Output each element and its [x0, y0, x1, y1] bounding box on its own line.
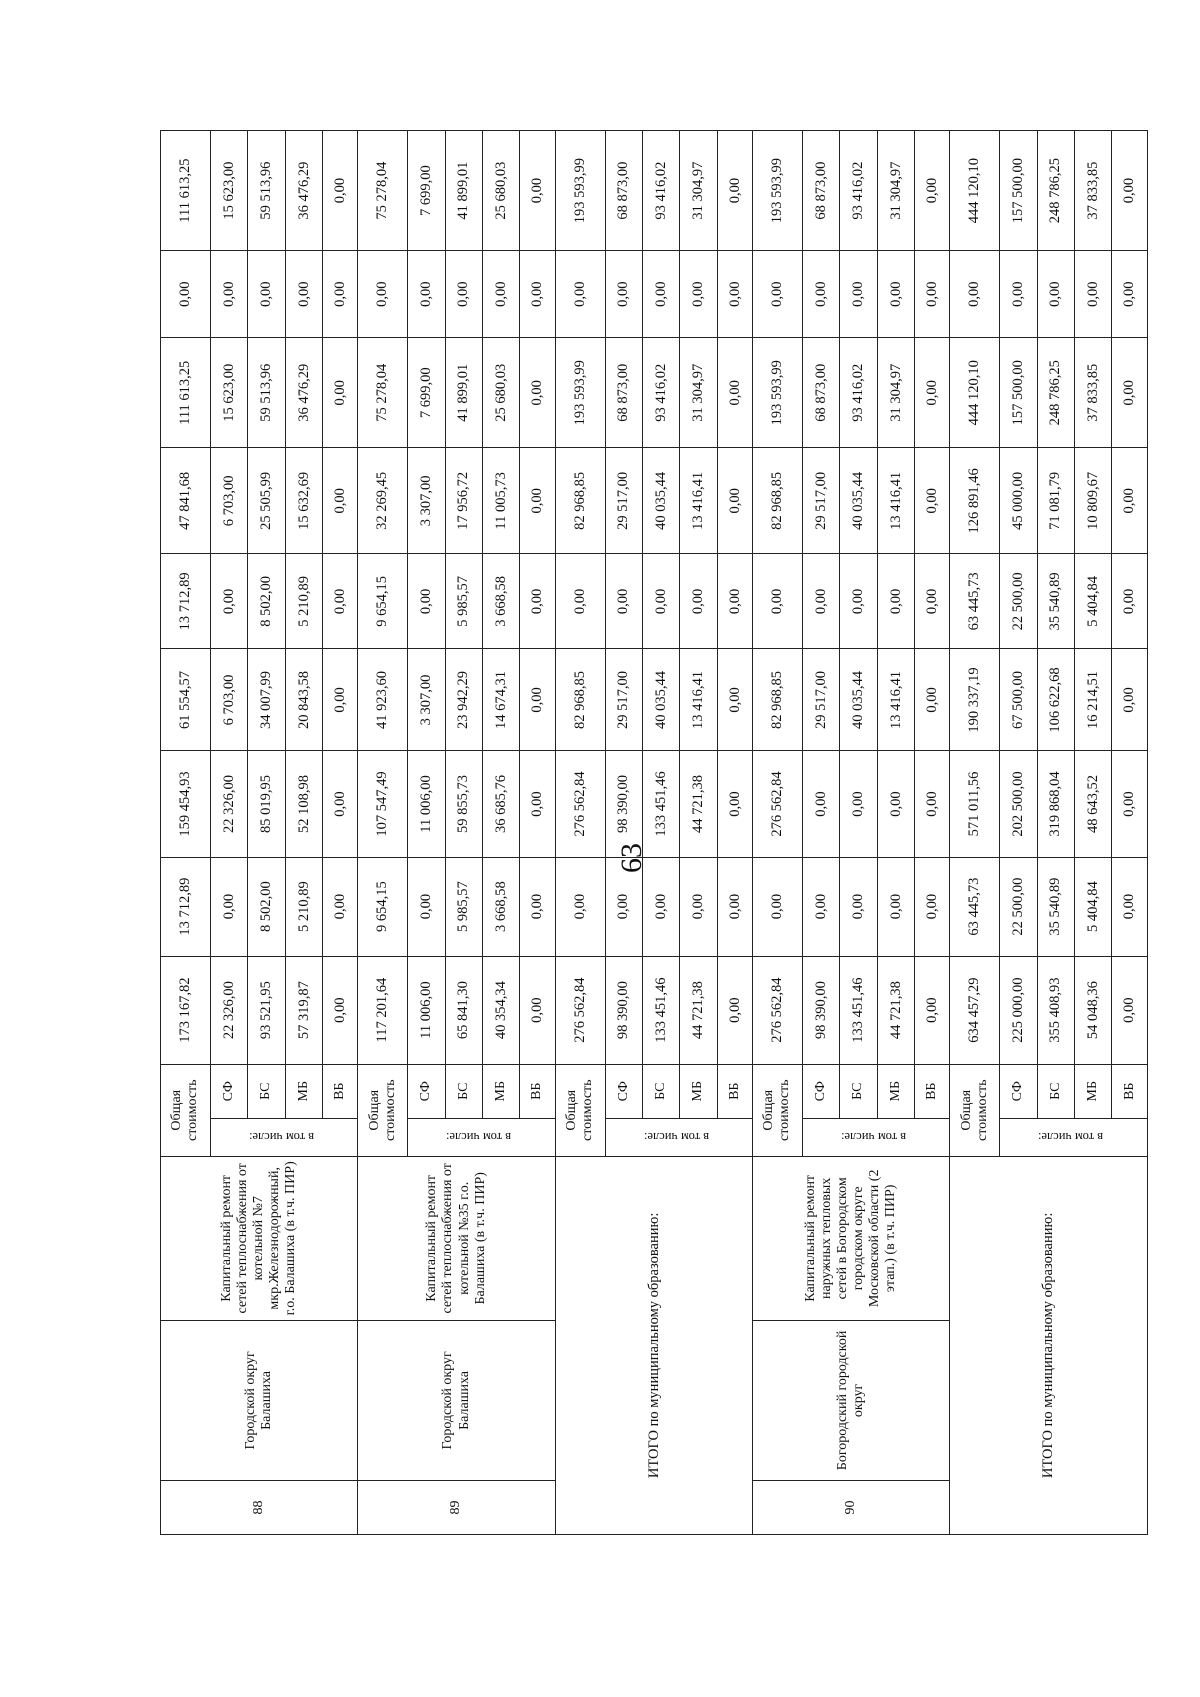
amount-cell: 0,00 — [915, 649, 950, 751]
amount-cell: 193 593,99 — [555, 131, 605, 251]
amount-cell: 0,00 — [605, 857, 642, 956]
amount-cell: 47 841,68 — [161, 448, 211, 554]
amount-cell: 68 873,00 — [802, 131, 839, 251]
amount-cell: 93 416,02 — [642, 131, 679, 251]
amount-cell: 0,00 — [1112, 857, 1148, 956]
amount-cell: 29 517,00 — [605, 448, 642, 554]
amount-cell: 40 354,34 — [482, 956, 519, 1064]
amount-cell: 93 416,02 — [840, 338, 877, 448]
amount-cell: 5 404,84 — [1075, 554, 1112, 649]
amount-cell: 75 278,04 — [358, 338, 408, 448]
amount-cell: 0,00 — [1112, 649, 1148, 751]
amount-cell: 0,00 — [802, 751, 839, 857]
amount-cell: 0,00 — [915, 554, 950, 649]
amount-cell: 193 593,99 — [753, 338, 803, 448]
amount-cell: 29 517,00 — [605, 649, 642, 751]
amount-cell: 0,00 — [1075, 251, 1112, 338]
row-number: 89 — [358, 1480, 555, 1534]
amount-cell: 13 712,89 — [161, 857, 211, 956]
amount-cell: 54 048,36 — [1075, 956, 1112, 1064]
amount-cell: 31 304,97 — [877, 338, 914, 448]
amount-cell: 0,00 — [1112, 554, 1148, 649]
fund-code: БС — [248, 1064, 285, 1118]
total-row — [950, 131, 1000, 1535]
fund-code: МБ — [482, 1064, 519, 1118]
amount-cell: 65 841,30 — [445, 956, 482, 1064]
amount-cell: 0,00 — [555, 251, 605, 338]
including-text: в том числе: — [643, 1130, 709, 1145]
amount-cell: 0,00 — [605, 554, 642, 649]
amount-cell: 0,00 — [323, 554, 358, 649]
amount-cell: 98 390,00 — [605, 956, 642, 1064]
amount-cell: 0,00 — [717, 554, 752, 649]
amount-cell: 7 699,00 — [408, 131, 445, 251]
amount-cell: 571 011,56 — [950, 751, 1000, 857]
amount-cell: 34 007,99 — [248, 649, 285, 751]
amount-cell: 82 968,85 — [555, 448, 605, 554]
amount-cell: 44 721,38 — [680, 956, 717, 1064]
fund-code: МБ — [877, 1064, 914, 1118]
amount-cell: 13 416,41 — [680, 649, 717, 751]
amount-cell: 0,00 — [323, 956, 358, 1064]
amount-cell: 0,00 — [520, 554, 555, 649]
amount-cell: 0,00 — [802, 251, 839, 338]
amount-cell: 8 502,00 — [248, 554, 285, 649]
object-description: Капитальный ремонт сетей теплоснабжения от котельной №7 мкр.Железнодорожный, г.о. Балашиха (в т.ч. ПИР) — [161, 1156, 358, 1320]
amount-cell: 159 454,93 — [161, 751, 211, 857]
amount-cell: 157 500,00 — [1000, 338, 1037, 448]
total-cost-label: Общая стоимость — [161, 1064, 211, 1156]
table-body — [161, 131, 1148, 1535]
amount-cell: 0,00 — [753, 554, 803, 649]
amount-cell: 22 326,00 — [210, 751, 247, 857]
amount-cell: 82 968,85 — [753, 448, 803, 554]
amount-cell: 0,00 — [717, 956, 752, 1064]
amount-cell: 276 562,84 — [555, 956, 605, 1064]
amount-cell: 0,00 — [323, 448, 358, 554]
fund-code: БС — [840, 1064, 877, 1118]
amount-cell: 0,00 — [877, 751, 914, 857]
amount-cell: 82 968,85 — [753, 649, 803, 751]
fund-code: ВБ — [323, 1064, 358, 1118]
amount-cell: 3 307,00 — [408, 448, 445, 554]
amount-cell: 355 408,93 — [1037, 956, 1074, 1064]
including-label — [1000, 1118, 1148, 1156]
amount-cell: 40 035,44 — [840, 649, 877, 751]
amount-cell: 0,00 — [520, 251, 555, 338]
amount-cell: 44 721,38 — [680, 751, 717, 857]
amount-cell: 0,00 — [680, 857, 717, 956]
amount-cell: 0,00 — [717, 131, 752, 251]
amount-cell: 0,00 — [323, 338, 358, 448]
amount-cell: 40 035,44 — [840, 448, 877, 554]
amount-cell: 59 513,96 — [248, 338, 285, 448]
amount-cell: 0,00 — [482, 251, 519, 338]
amount-cell: 22 500,00 — [1000, 857, 1037, 956]
amount-cell: 45 000,00 — [1000, 448, 1037, 554]
amount-cell: 173 167,82 — [161, 956, 211, 1064]
amount-cell: 0,00 — [520, 448, 555, 554]
amount-cell: 0,00 — [717, 857, 752, 956]
amount-cell: 71 081,79 — [1037, 448, 1074, 554]
rotated-table-wrapper — [160, 130, 1148, 1535]
amount-cell: 0,00 — [717, 649, 752, 751]
amount-cell: 0,00 — [642, 251, 679, 338]
amount-cell: 11 006,00 — [408, 956, 445, 1064]
including-text: в том числе: — [841, 1130, 907, 1145]
amount-cell: 106 622,68 — [1037, 649, 1074, 751]
amount-cell: 41 899,01 — [445, 338, 482, 448]
amount-cell: 111 613,25 — [161, 338, 211, 448]
amount-cell: 3 307,00 — [408, 649, 445, 751]
amount-cell: 6 703,00 — [210, 649, 247, 751]
amount-cell: 29 517,00 — [802, 448, 839, 554]
amount-cell: 20 843,58 — [285, 649, 322, 751]
amount-cell: 0,00 — [642, 857, 679, 956]
amount-cell: 0,00 — [358, 251, 408, 338]
amount-cell: 9 654,15 — [358, 857, 408, 956]
amount-cell: 319 868,04 — [1037, 751, 1074, 857]
amount-cell: 0,00 — [520, 956, 555, 1064]
amount-cell: 93 416,02 — [840, 131, 877, 251]
amount-cell: 22 326,00 — [210, 956, 247, 1064]
amount-cell: 98 390,00 — [605, 751, 642, 857]
amount-cell: 0,00 — [555, 857, 605, 956]
amount-cell: 0,00 — [915, 751, 950, 857]
amount-cell: 0,00 — [210, 554, 247, 649]
amount-cell: 0,00 — [323, 751, 358, 857]
amount-cell: 67 500,00 — [1000, 649, 1037, 751]
fund-code: СФ — [802, 1064, 839, 1118]
amount-cell: 0,00 — [210, 857, 247, 956]
amount-cell: 75 278,04 — [358, 131, 408, 251]
amount-cell: 0,00 — [753, 251, 803, 338]
amount-cell: 13 416,41 — [877, 448, 914, 554]
amount-cell: 0,00 — [802, 857, 839, 956]
amount-cell: 276 562,84 — [555, 751, 605, 857]
amount-cell: 133 451,46 — [642, 751, 679, 857]
fund-code: ВБ — [1112, 1064, 1148, 1118]
including-label — [408, 1118, 555, 1156]
amount-cell: 5 985,57 — [445, 857, 482, 956]
amount-cell: 0,00 — [520, 857, 555, 956]
amount-cell: 7 699,00 — [408, 338, 445, 448]
amount-cell: 5 210,89 — [285, 554, 322, 649]
amount-cell: 0,00 — [915, 448, 950, 554]
total-row — [555, 131, 605, 1535]
amount-cell: 0,00 — [915, 251, 950, 338]
amount-cell: 40 035,44 — [642, 448, 679, 554]
amount-cell: 157 500,00 — [1000, 131, 1037, 251]
amount-cell: 0,00 — [1112, 251, 1148, 338]
fund-code: СФ — [1000, 1064, 1037, 1118]
row-number: 88 — [161, 1480, 358, 1534]
amount-cell: 0,00 — [555, 554, 605, 649]
amount-cell: 3 668,58 — [482, 554, 519, 649]
amount-cell: 15 623,00 — [210, 338, 247, 448]
amount-cell: 117 201,64 — [358, 956, 408, 1064]
amount-cell: 0,00 — [323, 857, 358, 956]
amount-cell: 248 786,25 — [1037, 131, 1074, 251]
amount-cell: 225 000,00 — [1000, 956, 1037, 1064]
amount-cell: 44 721,38 — [877, 956, 914, 1064]
amount-cell: 133 451,46 — [642, 956, 679, 1064]
amount-cell: 5 985,57 — [445, 554, 482, 649]
amount-cell: 15 623,00 — [210, 131, 247, 251]
amount-cell: 35 540,89 — [1037, 857, 1074, 956]
amount-cell: 11 005,73 — [482, 448, 519, 554]
amount-cell: 29 517,00 — [802, 649, 839, 751]
amount-cell: 634 457,29 — [950, 956, 1000, 1064]
object-description: Капитальный ремонт сетей теплоснабжения от котельной №35 г.о. Балашиха (в т.ч. ПИР) — [358, 1156, 555, 1320]
amount-cell: 57 319,87 — [285, 956, 322, 1064]
including-text: в том числе: — [446, 1130, 512, 1145]
fund-code: БС — [642, 1064, 679, 1118]
amount-cell: 0,00 — [915, 956, 950, 1064]
amount-cell: 0,00 — [408, 554, 445, 649]
amount-cell: 59 855,73 — [445, 751, 482, 857]
fund-code: СФ — [605, 1064, 642, 1118]
total-cost-label: Общая стоимость — [358, 1064, 408, 1156]
object-description: Капитальный ремонт наружных тепловых сетей в Богородском городском округе Московской области (2 этап.) (в т.ч. ПИР) — [753, 1156, 950, 1320]
fund-code: МБ — [285, 1064, 322, 1118]
fund-code: СФ — [210, 1064, 247, 1118]
amount-cell: 0,00 — [802, 554, 839, 649]
amount-cell: 0,00 — [1112, 448, 1148, 554]
amount-cell: 0,00 — [285, 251, 322, 338]
municipal-total-label: ИТОГО по муниципальному образованию: — [555, 1156, 752, 1534]
amount-cell: 93 521,95 — [248, 956, 285, 1064]
amount-cell: 0,00 — [717, 338, 752, 448]
amount-cell: 0,00 — [1112, 956, 1148, 1064]
amount-cell: 0,00 — [950, 251, 1000, 338]
amount-cell: 13 416,41 — [877, 649, 914, 751]
amount-cell: 0,00 — [642, 554, 679, 649]
amount-cell: 444 120,10 — [950, 131, 1000, 251]
amount-cell: 82 968,85 — [555, 649, 605, 751]
amount-cell: 13 416,41 — [680, 448, 717, 554]
amount-cell: 22 500,00 — [1000, 554, 1037, 649]
amount-cell: 126 891,46 — [950, 448, 1000, 554]
amount-cell: 0,00 — [915, 338, 950, 448]
including-label — [802, 1118, 949, 1156]
total-cost-label: Общая стоимость — [950, 1064, 1000, 1156]
amount-cell: 0,00 — [1000, 251, 1037, 338]
amount-cell: 0,00 — [840, 554, 877, 649]
amount-cell: 0,00 — [840, 751, 877, 857]
amount-cell: 40 035,44 — [642, 649, 679, 751]
amount-cell: 0,00 — [680, 554, 717, 649]
amount-cell: 59 513,96 — [248, 131, 285, 251]
municipal-total-label: ИТОГО по муниципальному образованию: — [950, 1156, 1148, 1534]
amount-cell: 68 873,00 — [605, 131, 642, 251]
amount-cell: 48 643,52 — [1075, 751, 1112, 857]
amount-cell: 0,00 — [520, 338, 555, 448]
amount-cell: 0,00 — [161, 251, 211, 338]
amount-cell: 61 554,57 — [161, 649, 211, 751]
amount-cell: 0,00 — [915, 857, 950, 956]
amount-cell: 0,00 — [753, 857, 803, 956]
amount-cell: 0,00 — [915, 131, 950, 251]
amount-cell: 14 674,31 — [482, 649, 519, 751]
amount-cell: 41 899,01 — [445, 131, 482, 251]
including-label — [210, 1118, 357, 1156]
amount-cell: 276 562,84 — [753, 956, 803, 1064]
amount-cell: 0,00 — [520, 649, 555, 751]
municipality-name: Городской округ Балашиха — [358, 1320, 555, 1480]
amount-cell: 0,00 — [323, 251, 358, 338]
amount-cell: 93 416,02 — [642, 338, 679, 448]
amount-cell: 31 304,97 — [680, 131, 717, 251]
including-label — [605, 1118, 752, 1156]
amount-cell: 0,00 — [210, 251, 247, 338]
amount-cell: 5 210,89 — [285, 857, 322, 956]
amount-cell: 0,00 — [323, 649, 358, 751]
fund-code: ВБ — [915, 1064, 950, 1118]
object-row — [753, 131, 803, 1535]
amount-cell: 0,00 — [520, 751, 555, 857]
amount-cell: 0,00 — [1037, 251, 1074, 338]
amount-cell: 276 562,84 — [753, 751, 803, 857]
object-row — [161, 131, 211, 1535]
fund-code: БС — [1037, 1064, 1074, 1118]
amount-cell: 0,00 — [877, 554, 914, 649]
amount-cell: 41 923,60 — [358, 649, 408, 751]
amount-cell: 0,00 — [445, 251, 482, 338]
amount-cell: 0,00 — [1112, 751, 1148, 857]
amount-cell: 98 390,00 — [802, 956, 839, 1064]
amount-cell: 13 712,89 — [161, 554, 211, 649]
total-cost-label: Общая стоимость — [555, 1064, 605, 1156]
amount-cell: 31 304,97 — [680, 338, 717, 448]
amount-cell: 0,00 — [323, 131, 358, 251]
amount-cell: 202 500,00 — [1000, 751, 1037, 857]
amount-cell: 8 502,00 — [248, 857, 285, 956]
amount-cell: 25 505,99 — [248, 448, 285, 554]
fund-code: ВБ — [520, 1064, 555, 1118]
amount-cell: 0,00 — [520, 131, 555, 251]
amount-cell: 133 451,46 — [840, 956, 877, 1064]
fund-code: МБ — [1075, 1064, 1112, 1118]
amount-cell: 36 476,29 — [285, 131, 322, 251]
amount-cell: 0,00 — [1112, 338, 1148, 448]
amount-cell: 0,00 — [680, 251, 717, 338]
fund-code: ВБ — [717, 1064, 752, 1118]
amount-cell: 6 703,00 — [210, 448, 247, 554]
including-text: в том числе: — [248, 1130, 315, 1145]
amount-cell: 85 019,95 — [248, 751, 285, 857]
amount-cell: 37 833,85 — [1075, 338, 1112, 448]
amount-cell: 25 680,03 — [482, 338, 519, 448]
amount-cell: 0,00 — [248, 251, 285, 338]
amount-cell: 32 269,45 — [358, 448, 408, 554]
amount-cell: 0,00 — [840, 857, 877, 956]
including-text: в том числе: — [1038, 1130, 1104, 1145]
amount-cell: 0,00 — [408, 251, 445, 338]
amount-cell: 63 445,73 — [950, 857, 1000, 956]
fund-code: МБ — [680, 1064, 717, 1118]
amount-cell: 11 006,00 — [408, 751, 445, 857]
amount-cell: 111 613,25 — [161, 131, 211, 251]
amount-cell: 0,00 — [717, 751, 752, 857]
amount-cell: 0,00 — [605, 251, 642, 338]
amount-cell: 25 680,03 — [482, 131, 519, 251]
funding-table — [160, 130, 1148, 1535]
amount-cell: 0,00 — [1112, 131, 1148, 251]
amount-cell: 190 337,19 — [950, 649, 1000, 751]
amount-cell: 0,00 — [717, 448, 752, 554]
amount-cell: 0,00 — [840, 251, 877, 338]
total-cost-label: Общая стоимость — [753, 1064, 803, 1156]
amount-cell: 36 476,29 — [285, 338, 322, 448]
amount-cell: 193 593,99 — [555, 338, 605, 448]
amount-cell: 0,00 — [877, 251, 914, 338]
amount-cell: 0,00 — [408, 857, 445, 956]
amount-cell: 16 214,51 — [1075, 649, 1112, 751]
row-number: 90 — [753, 1480, 950, 1534]
amount-cell: 35 540,89 — [1037, 554, 1074, 649]
amount-cell: 17 956,72 — [445, 448, 482, 554]
amount-cell: 3 668,58 — [482, 857, 519, 956]
amount-cell: 23 942,29 — [445, 649, 482, 751]
amount-cell: 68 873,00 — [605, 338, 642, 448]
fund-code: СФ — [408, 1064, 445, 1118]
amount-cell: 0,00 — [717, 251, 752, 338]
amount-cell: 52 108,98 — [285, 751, 322, 857]
amount-cell: 0,00 — [877, 857, 914, 956]
object-row — [358, 131, 408, 1535]
amount-cell: 37 833,85 — [1075, 131, 1112, 251]
amount-cell: 444 120,10 — [950, 338, 1000, 448]
amount-cell: 9 654,15 — [358, 554, 408, 649]
amount-cell: 68 873,00 — [802, 338, 839, 448]
municipality-name: Городской округ Балашиха — [161, 1320, 358, 1480]
amount-cell: 31 304,97 — [877, 131, 914, 251]
amount-cell: 10 809,67 — [1075, 448, 1112, 554]
amount-cell: 193 593,99 — [753, 131, 803, 251]
amount-cell: 36 685,76 — [482, 751, 519, 857]
amount-cell: 5 404,84 — [1075, 857, 1112, 956]
municipality-name: Богородский городской округ — [753, 1320, 950, 1480]
fund-code: БС — [445, 1064, 482, 1118]
amount-cell: 107 547,49 — [358, 751, 408, 857]
page-number: 63 — [615, 843, 648, 873]
amount-cell: 15 632,69 — [285, 448, 322, 554]
amount-cell: 248 786,25 — [1037, 338, 1074, 448]
amount-cell: 63 445,73 — [950, 554, 1000, 649]
